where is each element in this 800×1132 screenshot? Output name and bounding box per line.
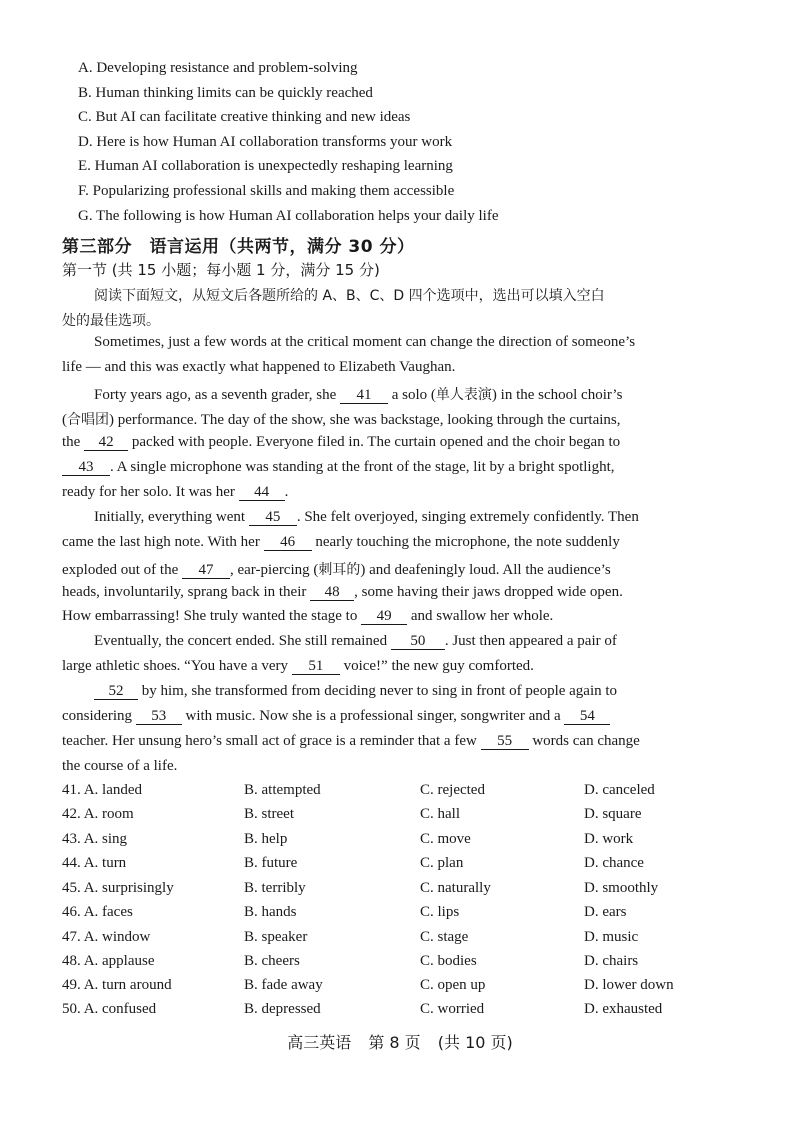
passage-text: . Just then appeared a pair of xyxy=(444,633,617,649)
passage-line xyxy=(62,409,621,429)
passage-text: , some having their jaws dropped wide open. xyxy=(354,584,623,600)
choice-d[interactable]: D. chairs xyxy=(584,953,639,969)
passage-text: heads, involuntarily, sprang back in their xyxy=(62,584,307,600)
option-d: D. Here is how Human AI collaboration transforms your work xyxy=(78,134,453,150)
choice-b[interactable]: B. depressed xyxy=(244,1001,321,1017)
question-row xyxy=(62,855,742,877)
question-row xyxy=(62,977,742,999)
question-row xyxy=(62,831,742,853)
choice-a[interactable]: A. landed xyxy=(83,782,143,798)
footer-page-number: 第 8 页 xyxy=(368,1033,421,1052)
passage-text: 合唱团 xyxy=(67,412,109,428)
footer-subject: 高三英语 xyxy=(287,1033,352,1052)
passage-text: packed with people. Everyone filed in. The curtain opened and the choir began to xyxy=(131,434,621,450)
blank-47[interactable]: 47 xyxy=(182,562,230,579)
passage-text: nearly touching the microphone, the note suddenly xyxy=(315,534,620,550)
passage-text: Eventually, the concert ended. She still remained xyxy=(94,633,388,649)
choice-b[interactable]: B. cheers xyxy=(244,953,300,969)
question-row xyxy=(62,806,742,828)
passage-text: life — and this was exactly what happened to Elizabeth Vaughan. xyxy=(62,359,456,375)
passage-text: and swallow her whole. xyxy=(410,608,554,624)
question-number: 41. xyxy=(62,782,81,798)
choice-a[interactable]: A. sing xyxy=(83,831,128,847)
passage-text: the course of a life. xyxy=(62,758,178,774)
choice-d[interactable]: D. chance xyxy=(584,855,644,871)
passage-text: large athletic shoes. “You have a very xyxy=(62,658,289,674)
choice-b[interactable]: B. street xyxy=(244,806,294,822)
passage-text: Forty years ago, as a seventh grader, she xyxy=(94,387,337,403)
choice-c[interactable]: C. worried xyxy=(420,1001,485,1017)
question-row xyxy=(62,1001,742,1023)
passage-line xyxy=(62,733,640,750)
passage-line xyxy=(62,359,455,376)
passage-text: voice!” the new guy comforted. xyxy=(343,658,534,674)
question-number: 44. xyxy=(62,855,81,871)
choice-c[interactable]: C. hall xyxy=(420,806,460,822)
choice-a[interactable]: A. room xyxy=(83,806,134,822)
passage-text: ( xyxy=(62,412,67,428)
question-number: 50. xyxy=(62,1001,81,1017)
passage-text: the xyxy=(62,434,81,450)
choice-c[interactable]: C. stage xyxy=(420,929,469,945)
choice-c[interactable]: C. open up xyxy=(420,977,486,993)
choice-a[interactable]: A. window xyxy=(83,929,151,945)
footer-total-pages: (共 10 页) xyxy=(437,1033,513,1052)
passage-text: ) in the school choir’s xyxy=(491,387,623,403)
passage-line xyxy=(94,683,617,700)
choice-b[interactable]: B. attempted xyxy=(244,782,321,798)
choice-d[interactable]: D. square xyxy=(584,806,642,822)
blank-41[interactable]: 41 xyxy=(340,387,388,404)
question-number: 47. xyxy=(62,929,81,945)
choice-c[interactable]: C. move xyxy=(420,831,471,847)
blank-42[interactable]: 42 xyxy=(84,434,128,451)
passage-line xyxy=(62,658,534,675)
passage-text: . xyxy=(284,484,289,500)
blank-52[interactable]: 52 xyxy=(94,683,138,700)
passage-text: teacher. Her unsung hero’s small act of grace is a reminder that a few xyxy=(62,733,477,749)
blank-55[interactable]: 55 xyxy=(481,733,529,750)
choice-c[interactable]: C. rejected xyxy=(420,782,485,798)
passage-line xyxy=(94,334,635,351)
choice-d[interactable]: D. canceled xyxy=(584,782,655,798)
choice-d[interactable]: D. exhausted xyxy=(584,1001,663,1017)
blank-54[interactable]: 54 xyxy=(564,708,610,725)
choice-b[interactable]: B. hands xyxy=(244,904,297,920)
question-number: 45. xyxy=(62,880,81,896)
choice-a[interactable]: A. turn around xyxy=(83,977,172,993)
choice-a[interactable]: A. confused xyxy=(83,1001,157,1017)
choice-c[interactable]: C. lips xyxy=(420,904,460,920)
choice-a[interactable]: A. turn xyxy=(83,855,127,871)
blank-51[interactable]: 51 xyxy=(292,658,340,675)
passage-line xyxy=(62,608,553,625)
choice-b[interactable]: B. terribly xyxy=(244,880,306,896)
passage-text: How embarrassing! She truly wanted the stage to xyxy=(62,608,358,624)
blank-44[interactable]: 44 xyxy=(239,484,285,501)
question-row xyxy=(62,880,742,902)
page-footer xyxy=(0,1030,800,1053)
question-number: 49. xyxy=(62,977,81,993)
choice-c[interactable]: C. plan xyxy=(420,855,464,871)
choice-c[interactable]: C. bodies xyxy=(420,953,477,969)
choice-d[interactable]: D. music xyxy=(584,929,639,945)
instruction-line-2: 处的最佳选项。 xyxy=(62,313,160,329)
passage-text: . A single microphone was standing at the front of the stage, lit by a bright spotlight, xyxy=(110,459,615,475)
passage-text: considering xyxy=(62,708,132,724)
choice-d[interactable]: D. work xyxy=(584,831,634,847)
passage-text: , ear-piercing ( xyxy=(229,562,319,578)
choice-d[interactable]: D. lower down xyxy=(584,977,674,993)
choice-b[interactable]: B. fade away xyxy=(244,977,323,993)
passage-text: 刺耳的 xyxy=(318,562,361,578)
question-number: 42. xyxy=(62,806,81,822)
passage-text: Initially, everything went xyxy=(94,509,246,525)
passage-text: a solo ( xyxy=(391,387,436,403)
passage-line xyxy=(62,758,177,775)
option-b: B. Human thinking limits can be quickly reached xyxy=(78,85,373,101)
instruction-line-1: 阅读下面短文，从短文后各题所给的 A、B、C、D 四个选项中，选出可以填入空白 xyxy=(94,288,605,304)
question-number: 46. xyxy=(62,904,81,920)
blank-53[interactable]: 53 xyxy=(136,708,182,725)
choice-a[interactable]: A. applause xyxy=(83,953,155,969)
passage-line xyxy=(62,708,610,725)
blank-46[interactable]: 46 xyxy=(264,534,312,551)
passage-line xyxy=(62,534,620,551)
blank-48[interactable]: 48 xyxy=(310,584,354,601)
choice-d[interactable]: D. ears xyxy=(584,904,627,920)
section-heading: 第三部分 语言运用（共两节，满分 30 分） xyxy=(62,237,415,257)
choice-d[interactable]: D. smoothly xyxy=(584,880,659,896)
passage-text: Sometimes, just a few words at the critical moment can change the direction of someone’s xyxy=(94,334,636,350)
choice-b[interactable]: B. future xyxy=(244,855,298,871)
blank-43[interactable]: 43 xyxy=(62,459,110,476)
blank-49[interactable]: 49 xyxy=(361,608,407,625)
question-number: 43. xyxy=(62,831,81,847)
option-e: E. Human AI collaboration is unexpectedly reshaping learning xyxy=(78,158,453,174)
passage-line xyxy=(94,384,622,404)
option-f: F. Popularizing professional skills and making them accessible xyxy=(78,183,455,199)
passage-text: came the last high note. With her xyxy=(62,534,260,550)
option-c: C. But AI can facilitate creative thinking and new ideas xyxy=(78,109,411,125)
passage-text: . She felt overjoyed, singing extremely confidently. Then xyxy=(296,509,639,525)
choice-c[interactable]: C. naturally xyxy=(420,880,491,896)
passage-text: 单人表演 xyxy=(435,387,492,403)
question-number: 48. xyxy=(62,953,81,969)
choice-a[interactable]: A. faces xyxy=(83,904,133,920)
question-row xyxy=(62,953,742,975)
question-row xyxy=(62,782,742,804)
question-row xyxy=(62,904,742,926)
choice-b[interactable]: B. speaker xyxy=(244,929,308,945)
passage-line xyxy=(62,434,620,451)
option-a: A. Developing resistance and problem-solving xyxy=(78,60,358,76)
choice-a[interactable]: A. surprisingly xyxy=(83,880,174,896)
blank-45[interactable]: 45 xyxy=(249,509,297,526)
passage-text: by him, she transformed from deciding never to sing in front of people again to xyxy=(141,683,618,699)
choice-b[interactable]: B. help xyxy=(244,831,288,847)
passage-text: with music. Now she is a professional singer, songwriter and a xyxy=(185,708,561,724)
passage-line xyxy=(62,559,611,579)
passage-text: ) and deafeningly loud. All the audience’s xyxy=(360,562,611,578)
section-subheading: 第一节 (共 15 小题；每小题 1 分，满分 15 分) xyxy=(62,261,380,279)
passage-line xyxy=(62,484,288,501)
question-row xyxy=(62,929,742,951)
passage-line xyxy=(62,459,615,476)
passage-text: exploded out of the xyxy=(62,562,179,578)
passage-text: words can change xyxy=(532,733,640,749)
passage-text: ) performance. The day of the show, she was backstage, looking through the curtains, xyxy=(109,412,621,428)
passage-line xyxy=(94,509,639,526)
passage-line xyxy=(94,633,617,650)
passage-text: ready for her solo. It was her xyxy=(62,484,235,500)
option-g: G. The following is how Human AI collaboration helps your daily life xyxy=(78,208,499,224)
passage-line xyxy=(62,584,623,601)
blank-50[interactable]: 50 xyxy=(391,633,445,650)
